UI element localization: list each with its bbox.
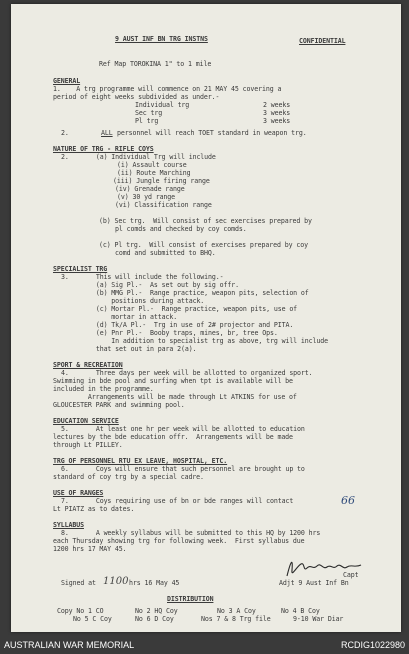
- ranges-line: 7. Coys requiring use of bn or bde ranges will contact: [61, 497, 294, 505]
- distribution-entry: No 2 HQ Coy: [135, 607, 178, 615]
- signed-date: hrs 16 May 45: [129, 579, 180, 587]
- nature-item: (i) Assault course: [117, 161, 187, 169]
- specialist-line: mortar in attack.: [61, 313, 178, 321]
- specialist-line: (b) MMG Pl.- Range practice, weapon pits, selection of: [61, 289, 309, 297]
- personnel-heading: TRG OF PERSONNEL RTU EX LEAVE, HOSPITAL, ETC.: [53, 457, 228, 465]
- general-para-2-number: 2.: [61, 129, 69, 137]
- signed-prefix: Signed at: [61, 579, 96, 587]
- classification-label: CONFIDENTIAL: [299, 37, 346, 45]
- record-id: RCDIG1022980: [340, 640, 405, 650]
- signed-time-handwritten: 1100: [103, 576, 129, 587]
- syllabus-line: 8. A weekly syllabus will be submitted to this HQ by 1200 hrs: [61, 529, 321, 537]
- schedule-label: Pl trg: [135, 117, 159, 125]
- general-para-2-text: personnel will reach TOET standard in weapon trg.: [117, 129, 307, 137]
- schedule-label: Sec trg: [135, 109, 163, 117]
- syllabus-heading: SYLLABUS: [53, 521, 84, 529]
- distribution-heading: DISTRIBUTION: [167, 595, 214, 603]
- nature-b-line-1: (b) Sec trg. Will consist of sec exercises prepared by: [99, 217, 312, 225]
- ranges-heading: USE OF RANGES: [53, 489, 104, 497]
- distribution-entry: No 6 D Coy: [135, 615, 174, 623]
- nature-item: (ii) Route Marching: [117, 169, 191, 177]
- sport-line: 4. Three days per week will be allotted to organized sport.: [61, 369, 313, 377]
- specialist-line: positions during attack.: [61, 297, 205, 305]
- specialist-line: 3. This will include the following.-: [61, 273, 224, 281]
- distribution-entry: 9-10 War Diar: [293, 615, 344, 623]
- nature-b-line-2: pl comds and checked by coy comds.: [115, 225, 247, 233]
- sport-line: Arrangements will be made through Lt ATKINS for use of: [53, 393, 297, 401]
- education-line: lectures by the bde education offr. Arrangements will be made: [53, 433, 293, 441]
- distribution-entry: No 4 B Coy: [281, 607, 320, 615]
- document-page: [11, 4, 401, 632]
- nature-c-line-2: comd and submitted to BHQ.: [115, 249, 216, 257]
- education-line: through Lt PILLEY.: [53, 441, 123, 449]
- specialist-line: (a) Sig Pl.- As set out by sig offr.: [61, 281, 240, 289]
- nature-c-line-1: (c) Pl trg. Will consist of exercises prepared by coy: [99, 241, 308, 249]
- distribution-entry: Copy No 1 CO: [57, 607, 104, 615]
- archive-name: AUSTRALIAN WAR MEMORIAL: [4, 640, 135, 650]
- education-heading: EDUCATION SERVICE: [53, 417, 119, 425]
- schedule-value: 3 weeks: [263, 109, 291, 117]
- syllabus-line: 1200 hrs 17 MAY 45.: [53, 545, 127, 553]
- specialist-line: (d) Tk/A Pl.- Trg in use of 2# projector and PITA.: [61, 321, 294, 329]
- specialist-line: (c) Mortar Pl.- Range practice, weapon pits, use of: [61, 305, 298, 313]
- syllabus-line: each Thursday showing trg for following week. First syllabus due: [53, 537, 305, 545]
- signatory-rank: Capt: [343, 571, 359, 579]
- handwritten-mark: 66: [341, 494, 355, 507]
- schedule-value: 2 weeks: [263, 101, 291, 109]
- archive-footer: [0, 638, 409, 654]
- document-title: 9 AUST INF BN TRG INSTNS: [115, 35, 208, 43]
- sport-heading: SPORT & RECREATION: [53, 361, 123, 369]
- general-heading: GENERAL: [53, 77, 81, 85]
- general-para-1-line-1: 1. A trg programme will commence on 21 MAY 45 covering a: [53, 85, 282, 93]
- schedule-value: 3 weeks: [263, 117, 291, 125]
- education-line: 5. At least one hr per week will be allotted to education: [61, 425, 305, 433]
- general-para-2-emphasis: ALL: [101, 129, 113, 137]
- nature-item: (v) 30 yd range: [117, 193, 176, 201]
- sport-line: included in the programme.: [53, 385, 154, 393]
- specialist-heading: SPECIALIST TRG: [53, 265, 108, 273]
- specialist-line: In addition to specialist trg as above, trg will include: [61, 337, 329, 345]
- personnel-line: 6. Coys will ensure that such personnel are brought up to: [61, 465, 305, 473]
- distribution-entry: Nos 7 & 8 Trg file: [201, 615, 271, 623]
- general-para-1-line-2: period of eight weeks subdivided as under.-: [53, 93, 220, 101]
- map-reference: Ref Map TOROKINA 1" to 1 mile: [99, 60, 212, 68]
- nature-item: (vi) Classification range: [115, 201, 212, 209]
- nature-item: (iii) Jungle firing range: [113, 177, 210, 185]
- ranges-line: Lt PIATZ as to dates.: [53, 505, 135, 513]
- nature-item: (iv) Grenade range: [115, 185, 185, 193]
- sport-line: GLOUCESTER PARK and swimming pool.: [53, 401, 185, 409]
- sport-line: Swimming in bde pool and surfing when tpt is available will be: [53, 377, 293, 385]
- specialist-line: that set out in para 2(a).: [61, 345, 197, 353]
- personnel-line: standard of coy trg by a special cadre.: [53, 473, 204, 481]
- specialist-line: (e) Pnr Pl.- Booby traps, mines, br, tree Ops.: [61, 329, 278, 337]
- nature-line: 2. (a) Individual Trg will include: [61, 153, 216, 161]
- signatory-appointment: Adjt 9 Aust Inf Bn: [279, 579, 349, 587]
- schedule-label: Individual trg: [135, 101, 190, 109]
- distribution-entry: No 3 A Coy: [217, 607, 256, 615]
- distribution-entry: No 5 C Coy: [73, 615, 112, 623]
- nature-heading: NATURE OF TRG - RIFLE COYS: [53, 145, 154, 153]
